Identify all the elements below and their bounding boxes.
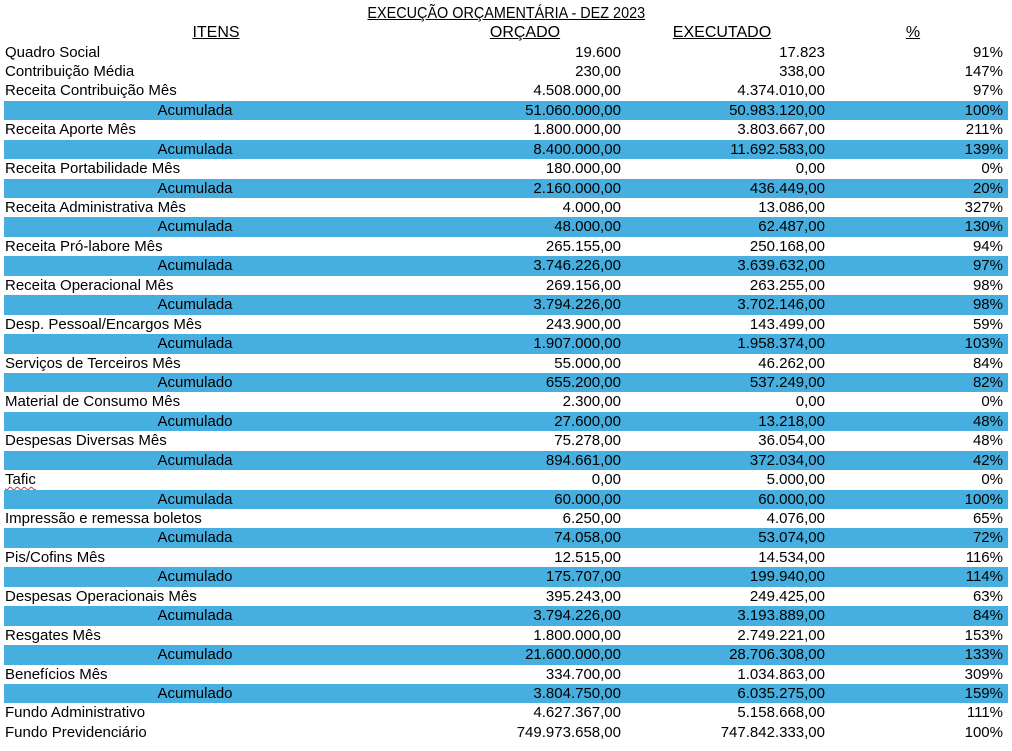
- percent-cell: 0%: [981, 393, 1003, 411]
- percent-cell: 114%: [965, 568, 1003, 586]
- percent-cell: 130%: [964, 218, 1003, 236]
- percent-cell: 133%: [964, 646, 1003, 664]
- executado-cell: 3.702.146,00: [737, 296, 825, 314]
- orcado-cell: 12.515,00: [554, 548, 621, 566]
- percent-cell: 48%: [972, 412, 1003, 430]
- executado-cell: 372.034,00: [749, 451, 825, 469]
- row-label: Receita Administrativa Mês: [5, 199, 186, 216]
- orcado-cell: 0,00: [591, 471, 621, 489]
- executado-cell: 3.639.632,00: [737, 257, 825, 275]
- executado-cell: 13.086,00: [758, 199, 825, 216]
- executado-cell: 2.749.221,00: [737, 626, 825, 644]
- row-label: Acumulado: [157, 684, 233, 702]
- row-label: Tafic: [5, 471, 36, 489]
- orcado-cell: 3.794.226,00: [533, 296, 621, 314]
- row-label: Acumulada: [157, 607, 233, 625]
- orcado-cell: 6.250,00: [562, 510, 621, 527]
- row-label: Receita Pró-labore Mês: [5, 237, 163, 255]
- percent-cell: 116%: [965, 548, 1003, 566]
- orcado-cell: 1.800.000,00: [533, 626, 621, 644]
- table-row: [0, 392, 1012, 411]
- executado-cell: 36.054,00: [758, 432, 825, 450]
- table-row-accumulated: [4, 412, 1008, 431]
- row-label: Quadro Social: [5, 43, 101, 61]
- table-row-accumulated: [4, 451, 1008, 470]
- executado-cell: 199.940,00: [749, 568, 825, 586]
- row-label: Acumulado: [157, 412, 233, 430]
- row-label: Receita Contribuição Mês: [5, 82, 177, 100]
- percent-cell: 48%: [972, 432, 1003, 450]
- table-row-accumulated: [4, 101, 1008, 120]
- executado-cell: 3.803.667,00: [737, 121, 825, 139]
- orcado-cell: 51.060.000,00: [525, 101, 621, 119]
- orcado-cell: 655.200,00: [545, 373, 621, 391]
- orcado-cell: 8.400.000,00: [533, 140, 621, 158]
- percent-cell: 0%: [981, 160, 1003, 178]
- table-row: [0, 159, 1012, 178]
- orcado-cell: 334.700,00: [545, 665, 621, 683]
- percent-cell: 309%: [964, 665, 1003, 683]
- row-label: Impressão e remessa boletos: [5, 510, 202, 527]
- executado-cell: 143.499,00: [749, 315, 825, 333]
- row-label: Contribuição Média: [5, 62, 135, 80]
- executado-cell: 11.692.583,00: [730, 140, 825, 158]
- executado-cell: 263.255,00: [749, 276, 825, 294]
- table-row-accumulated: [4, 528, 1008, 547]
- row-label: Receita Portabilidade Mês: [5, 160, 181, 178]
- row-label: Benefícios Mês: [5, 665, 108, 683]
- budget-table: [0, 43, 1012, 743]
- percent-cell: 63%: [972, 587, 1003, 605]
- percent-cell: 211%: [965, 121, 1003, 139]
- row-label: Acumulada: [157, 140, 233, 158]
- table-title: [0, 5, 1012, 23]
- executado-cell: 249.425,00: [749, 587, 825, 605]
- row-label: Acumulada: [157, 257, 233, 275]
- row-label: Pis/Cofins Mês: [5, 548, 106, 566]
- row-label: Despesas Operacionais Mês: [5, 587, 197, 605]
- orcado-cell: 4.000,00: [562, 199, 621, 216]
- row-label: Acumulada: [157, 101, 233, 119]
- executado-cell: 0,00: [795, 160, 825, 178]
- orcado-cell: 230,00: [575, 62, 621, 80]
- table-row: [0, 354, 1012, 373]
- percent-cell: 153%: [964, 626, 1003, 644]
- table-row: [0, 62, 1012, 81]
- orcado-cell: 3.746.226,00: [533, 257, 621, 275]
- row-label: Acumulada: [157, 490, 233, 508]
- row-label: Despesas Diversas Mês: [5, 432, 167, 450]
- percent-cell: 20%: [972, 179, 1003, 197]
- executado-cell: 436.449,00: [749, 179, 825, 197]
- executado-cell: 28.706.308,00: [729, 646, 825, 664]
- executado-cell: 4.374.010,00: [737, 82, 825, 100]
- table-row: [0, 723, 1012, 742]
- row-label: Fundo Administrativo: [5, 704, 146, 722]
- orcado-cell: 1.800.000,00: [533, 121, 621, 139]
- percent-cell: 100%: [964, 723, 1003, 741]
- executado-cell: 0,00: [795, 393, 825, 411]
- orcado-cell: 243.900,00: [545, 315, 621, 333]
- executado-cell: 6.035.275,00: [737, 684, 825, 702]
- table-row: [0, 431, 1012, 450]
- orcado-cell: 894.661,00: [545, 451, 621, 469]
- table-row-accumulated: [4, 295, 1008, 314]
- row-label: Fundo Previdenciário: [5, 723, 147, 741]
- orcado-cell: 269.156,00: [545, 276, 621, 294]
- orcado-cell: 4.508.000,00: [533, 82, 621, 100]
- header-orcado: ORÇADO: [489, 24, 561, 41]
- header-percent: %: [905, 24, 921, 41]
- percent-cell: 139%: [964, 140, 1003, 158]
- row-label: Acumulada: [157, 218, 233, 236]
- header-executado: EXECUTADO: [672, 24, 772, 41]
- row-label: Acumulado: [157, 568, 233, 586]
- orcado-cell: 175.707,00: [545, 568, 621, 586]
- percent-cell: 94%: [972, 237, 1003, 255]
- row-label: Serviços de Terceiros Mês: [5, 354, 181, 372]
- row-label: Receita Aporte Mês: [5, 121, 136, 139]
- table-row: [0, 665, 1012, 684]
- row-label: Desp. Pessoal/Encargos Mês: [5, 315, 202, 333]
- percent-cell: 98%: [972, 296, 1003, 314]
- executado-cell: 53.074,00: [758, 529, 825, 547]
- percent-cell: 100%: [964, 101, 1003, 119]
- executado-cell: 5.158.668,00: [737, 704, 825, 722]
- table-row-accumulated: [4, 645, 1008, 664]
- executado-cell: 250.168,00: [749, 237, 825, 255]
- table-row-accumulated: [4, 373, 1008, 392]
- executado-cell: 13.218,00: [758, 412, 825, 430]
- percent-cell: 97%: [972, 257, 1003, 275]
- percent-cell: 159%: [964, 684, 1003, 702]
- row-label: Acumulada: [157, 179, 233, 197]
- percent-cell: 100%: [964, 490, 1003, 508]
- table-title-text: EXECUÇÃO ORÇAMENTÁRIA - DEZ 2023: [367, 5, 645, 22]
- table-row-accumulated: [4, 567, 1008, 586]
- percent-cell: 111%: [966, 704, 1003, 722]
- orcado-cell: 2.300,00: [562, 393, 621, 411]
- executado-cell: 50.983.120,00: [729, 101, 825, 119]
- orcado-cell: 75.278,00: [554, 432, 621, 450]
- row-label: Receita Operacional Mês: [5, 276, 174, 294]
- table-row: [0, 509, 1012, 528]
- executado-cell: 5.000,00: [766, 471, 825, 489]
- orcado-cell: 180.000,00: [545, 160, 621, 178]
- percent-cell: 65%: [972, 510, 1003, 527]
- percent-cell: 98%: [972, 276, 1003, 294]
- table-row-accumulated: [4, 334, 1008, 353]
- table-row: [0, 120, 1012, 139]
- percent-cell: 91%: [972, 43, 1003, 61]
- orcado-cell: 55.000,00: [554, 354, 621, 372]
- table-row-accumulated: [4, 684, 1008, 703]
- orcado-cell: 749.973.658,00: [516, 723, 621, 741]
- orcado-cell: 265.155,00: [545, 237, 621, 255]
- table-row-accumulated: [4, 217, 1008, 236]
- orcado-cell: 48.000,00: [554, 218, 621, 236]
- row-label: Material de Consumo Mês: [5, 393, 181, 411]
- table-row: [0, 548, 1012, 567]
- executado-cell: 1.958.374,00: [737, 335, 825, 353]
- executado-cell: 4.076,00: [766, 510, 825, 527]
- executado-cell: 46.262,00: [758, 354, 825, 372]
- executado-cell: 537.249,00: [749, 373, 825, 391]
- table-row-accumulated: [4, 179, 1008, 198]
- percent-cell: 0%: [981, 471, 1003, 489]
- executado-cell: 1.034.863,00: [737, 665, 825, 683]
- orcado-cell: 60.000,00: [554, 490, 621, 508]
- row-label: Resgates Mês: [5, 626, 101, 644]
- orcado-cell: 395.243,00: [545, 587, 621, 605]
- table-row: [0, 276, 1012, 295]
- percent-cell: 84%: [972, 354, 1003, 372]
- orcado-cell: 4.627.367,00: [533, 704, 621, 722]
- table-row: [0, 198, 1012, 217]
- executado-cell: 747.842.333,00: [720, 723, 825, 741]
- percent-cell: 84%: [972, 607, 1003, 625]
- row-label: Acumulada: [157, 529, 233, 547]
- table-row: [0, 43, 1012, 62]
- table-row: [0, 470, 1012, 489]
- orcado-cell: 19.600: [575, 43, 621, 61]
- executado-cell: 62.487,00: [758, 218, 825, 236]
- table-row: [0, 587, 1012, 606]
- table-row-accumulated: [4, 606, 1008, 625]
- row-label: Acumulada: [157, 335, 233, 353]
- row-label: Acumulado: [157, 373, 233, 391]
- executado-cell: 60.000,00: [758, 490, 825, 508]
- orcado-cell: 2.160.000,00: [533, 179, 621, 197]
- row-label: Acumulada: [157, 296, 233, 314]
- row-label: Acumulada: [157, 451, 233, 469]
- orcado-cell: 74.058,00: [554, 529, 621, 547]
- table-row: [0, 315, 1012, 334]
- header-itens: ITENS: [192, 24, 240, 41]
- table-row: [0, 703, 1012, 722]
- row-label: Acumulado: [157, 646, 233, 664]
- executado-cell: 3.193.889,00: [737, 607, 825, 625]
- table-row-accumulated: [4, 490, 1008, 509]
- table-row-accumulated: [4, 256, 1008, 275]
- executado-cell: 14.534,00: [758, 548, 825, 566]
- orcado-cell: 21.600.000,00: [525, 646, 621, 664]
- percent-cell: 42%: [972, 451, 1003, 469]
- percent-cell: 82%: [972, 373, 1003, 391]
- percent-cell: 72%: [972, 529, 1003, 547]
- table-row: [0, 626, 1012, 645]
- percent-cell: 97%: [972, 82, 1003, 100]
- table-row-accumulated: [4, 140, 1008, 159]
- percent-cell: 59%: [972, 315, 1003, 333]
- table-row: [0, 81, 1012, 100]
- orcado-cell: 27.600,00: [554, 412, 621, 430]
- table-row: [0, 237, 1012, 256]
- percent-cell: 327%: [964, 199, 1003, 216]
- orcado-cell: 3.804.750,00: [533, 684, 621, 702]
- percent-cell: 147%: [964, 62, 1003, 80]
- percent-cell: 103%: [964, 335, 1003, 353]
- executado-cell: 338,00: [779, 62, 825, 80]
- orcado-cell: 1.907.000,00: [533, 335, 621, 353]
- executado-cell: 17.823: [779, 43, 825, 61]
- orcado-cell: 3.794.226,00: [533, 607, 621, 625]
